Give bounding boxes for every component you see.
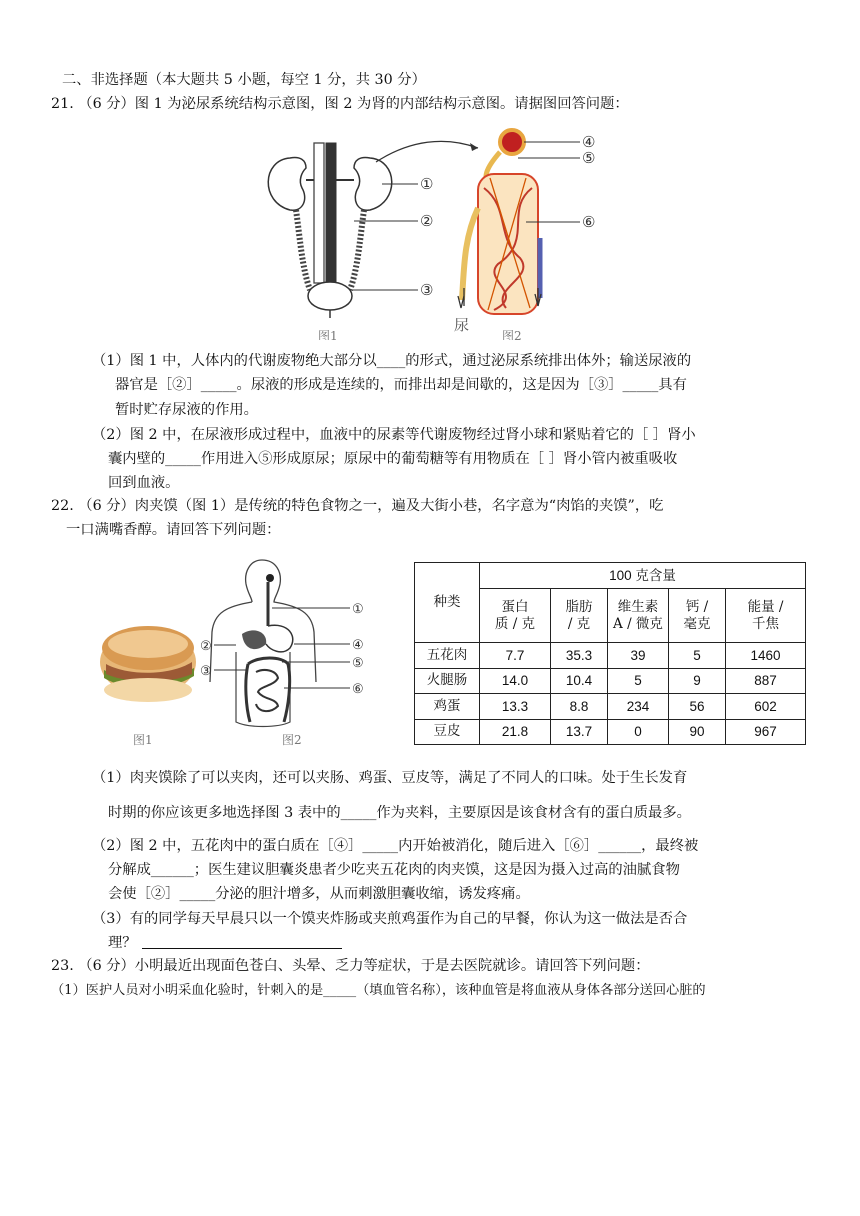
table-row: 鸡蛋 13.3 8.8 234 56 602: [415, 694, 806, 720]
fig2-label-3: ③: [200, 664, 212, 679]
table-row: 豆皮 21.8 13.7 0 90 967: [415, 719, 806, 745]
q21-sub1-line3: 暂时贮存尿液的作用。: [115, 402, 258, 418]
fig1-label-2: ②: [420, 212, 434, 230]
q22-sub3-line1: （3）有的同学每天早晨只以一个馍夹炸肠或夹煎鸡蛋作为自己的早餐，你认为这一做法是否合: [92, 911, 688, 927]
q21-sub2-line1: （2）图 2 中，在尿液形成过程中，血液中的尿素等代谢废物经过肾小球和紧贴着它的［ ］肾小: [92, 427, 696, 443]
q22-stem-line1: 22. （6 分）肉夹馍（图 1）是传统的特色食物之一，遍及大街小巷，名字意为“肉馅的夹馍”，吃: [51, 498, 664, 514]
col-header-calcium: 钙 / 毫克: [669, 589, 726, 643]
fig2-label-5: ⑤: [352, 656, 364, 671]
q23-sub1: （1）医护人员对小明采血化验时，针刺入的是_____（填血管名称），该种血管是将血液从身体各部分送回心脏的: [51, 983, 706, 998]
table-row: 火腿肠 14.0 10.4 5 9 887: [415, 668, 806, 694]
fig2-caption: 图2: [502, 329, 522, 340]
table-row: 五花肉 7.7 35.3 39 5 1460: [415, 643, 806, 669]
answer-line: [142, 948, 342, 949]
urinary-system-figure: [250, 118, 610, 340]
fig1-caption: 图1: [318, 329, 338, 340]
q21-sub2-line3: 回到血液。: [108, 475, 180, 491]
urine-label: 尿: [454, 316, 470, 334]
roujiamo-image: [100, 626, 196, 702]
fig2-label-2: ②: [200, 639, 212, 654]
nutrition-table: [414, 562, 806, 745]
q22-sub2-line3: 会使［②］_____分泌的胆汁增多，从而刺激胆囊收缩，诱发疼痛。: [108, 886, 530, 902]
col-header-protein: 蛋白 质 / 克: [480, 589, 551, 643]
section-title: 二、非选择题（本大题共 5 小题，每空 1 分，共 30 分）: [62, 72, 426, 88]
q22-sub1-line2: 时期的你应该更多地选择图 3 表中的_____作为夹料，主要原因是该食材含有的蛋白质最多。: [108, 805, 691, 821]
fig1-label-3: ③: [420, 281, 434, 299]
fig2-label-6: ⑥: [582, 213, 596, 231]
fig2-label-4: ④: [582, 133, 596, 151]
fig2-label-4: ④: [352, 638, 364, 653]
col-header-vitamin-a: 维生素 A / 微克: [608, 589, 669, 643]
digestive-system-figure: [98, 552, 374, 750]
col-header-fat: 脂肪 / 克: [551, 589, 608, 643]
col-header-energy: 能量 / 千焦: [726, 589, 806, 643]
q22-stem-line2: 一口满嘴香醇。请回答下列问题：: [66, 522, 281, 538]
q23-stem: 23. （6 分）小明最近出现面色苍白、头晕、乏力等症状，于是去医院就诊。请回答下列问题：: [51, 958, 650, 974]
q21-stem: 21. （6 分）图 1 为泌尿系统结构示意图，图 2 为肾的内部结构示意图。请据图回答问题：: [51, 96, 629, 112]
q22-sub1-line1: （1）肉夹馍除了可以夹肉，还可以夹肠、鸡蛋、豆皮等，满足了不同人的口味。处于生长发育: [92, 770, 688, 786]
q21-sub1-line1: （1）图 1 中，人体内的代谢废物绝大部分以____的形式，通过泌尿系统排出体外；输送尿液的: [92, 353, 692, 369]
q21-sub1-line2: 器官是［②］_____。尿液的形成是连续的，而排出却是间歇的，这是因为［③］_____具有: [115, 377, 687, 393]
fig2-caption-digestive: 图2: [282, 733, 302, 747]
fig1-caption-roujiamo: 图1: [133, 733, 153, 747]
content-header: 100 克含量: [480, 563, 806, 589]
fig2-label-6: ⑥: [352, 682, 364, 697]
fig2-label-1: ①: [352, 602, 364, 617]
kind-header: 种类: [415, 563, 480, 643]
q22-sub3-line2: 理？: [108, 935, 137, 951]
q22-sub2-line1: （2）图 2 中，五花肉中的蛋白质在［④］_____内开始被消化，随后进入［⑥］______，最终被: [92, 838, 699, 854]
fig1-label-1: ①: [420, 175, 434, 193]
q21-sub2-line2: 囊内壁的_____作用进入⑤形成原尿；原尿中的葡萄糖等有用物质在［ ］肾小管内被重吸收: [108, 451, 678, 467]
q22-sub2-line2: 分解成______；医生建议胆囊炎患者少吃夹五花肉的肉夹馍，这是因为摄入过高的油腻食物: [108, 862, 680, 878]
fig2-label-5: ⑤: [582, 149, 596, 167]
